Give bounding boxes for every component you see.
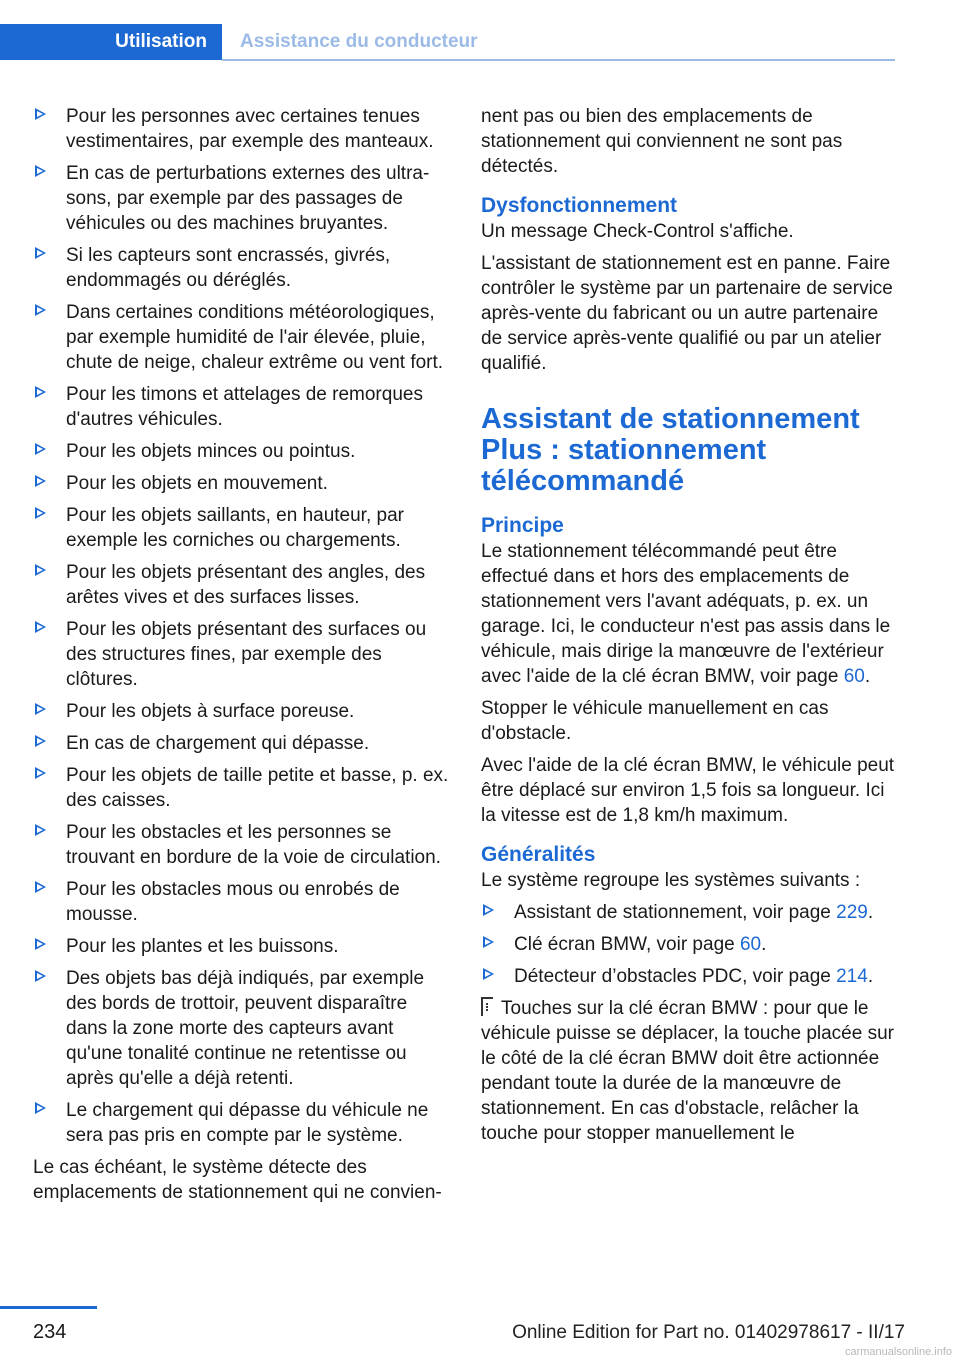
list-item bbox=[33, 503, 453, 553]
principle-heading: Principe bbox=[481, 514, 564, 537]
page-link[interactable]: 214 bbox=[836, 966, 868, 987]
right-column bbox=[481, 104, 895, 1153]
list-item-text: Si les capteurs sont encrassés, givrés, endommagés ou déréglés. bbox=[66, 245, 391, 291]
principle-paragraph-1: Le stationnement télécommandé peut être effectué dans et hors des emplacements de stationnement vers l'avant adéquats, p. ex. un garage. Ici, le conducteur n'est pas assis dans le véhicule, mais dirige la manœuvre de l'extérieur avec l'aide de la clé écran BMW, voir page 60. bbox=[481, 541, 891, 687]
edition-label: Online Edition for Part no. 01402978617 - II/17 bbox=[512, 1322, 905, 1343]
principle-paragraph-3: Avec l'aide de la clé écran BMW, le véhicule peut être déplacé sur environ 1,5 fois sa longueur. Ici la vitesse est de 1,8 km/h maximum. bbox=[481, 755, 895, 826]
bullet-triangle-icon bbox=[35, 735, 46, 747]
list-item bbox=[33, 699, 453, 724]
list-item: Détecteur d’obstacles PDC, voir page 214. bbox=[481, 964, 895, 989]
footer-rule bbox=[0, 1306, 97, 1309]
list-item-text: En cas de chargement qui dépasse. bbox=[66, 733, 370, 754]
bullet-triangle-icon bbox=[35, 165, 46, 177]
general-heading: Généralités bbox=[481, 843, 596, 866]
page-number: 234 bbox=[33, 1321, 67, 1343]
list-item bbox=[33, 243, 453, 293]
list-item bbox=[33, 731, 453, 756]
list-item bbox=[33, 934, 453, 959]
list-item-text: Le chargement qui dépasse du véhicule ne sera pas pris en compte par le système. bbox=[66, 1100, 429, 1146]
list-item-text: Pour les objets saillants, en hauteur, par exemple les corniches ou chargements. bbox=[66, 505, 404, 551]
list-item-text: Dans certaines conditions météorologiques, par exemple humidité de l'air élevée, pluie, chute de neige, chaleur extrême ou vent fort. bbox=[66, 302, 444, 373]
bullet-triangle-icon bbox=[35, 970, 46, 982]
list-item-text: Pour les plantes et les buissons. bbox=[66, 936, 339, 957]
bullet-triangle-icon bbox=[35, 247, 46, 259]
bullet-triangle-icon bbox=[483, 936, 494, 948]
bullet-triangle-icon bbox=[483, 968, 494, 980]
list-item-text: En cas de perturbations externes des ultra-sons, par exemple par des passages de véhicules ou des machines bruyantes. bbox=[66, 163, 430, 234]
page-header bbox=[0, 0, 895, 62]
list-item bbox=[33, 1098, 453, 1148]
bullet-triangle-icon bbox=[35, 564, 46, 576]
note-paragraph: Touches sur la clé écran BMW : pour que le véhicule puisse se déplacer, la touche placée sur le côté de la clé écran BMW doit être actionnée pendant toute la durée de la manœuvre de stationnement. En cas d'obstacle, relâcher la touche pour stopper manuellement le bbox=[481, 998, 894, 1144]
list-item-text: Pour les objets présentant des surfaces ou des structures fines, par exemple des clôtures. bbox=[66, 619, 427, 690]
list-item bbox=[33, 966, 453, 1091]
bullet-triangle-icon bbox=[35, 881, 46, 893]
list-item bbox=[33, 161, 453, 236]
bullet-triangle-icon bbox=[35, 443, 46, 455]
list-item-text: Clé écran BMW, voir page bbox=[514, 934, 735, 955]
list-item-text: Pour les objets minces ou pointus. bbox=[66, 441, 356, 462]
bullet-triangle-icon bbox=[35, 1102, 46, 1114]
list-item bbox=[33, 617, 453, 692]
list-item bbox=[33, 820, 453, 870]
list-item: Assistant de stationnement, voir page 229. bbox=[481, 900, 895, 925]
bullet-triangle-icon bbox=[35, 108, 46, 120]
bullet-triangle-icon bbox=[35, 767, 46, 779]
list-item-text: Assistant de stationnement, voir page bbox=[514, 902, 831, 923]
malfunction-heading: Dysfonctionnement bbox=[481, 194, 678, 217]
limitations-list bbox=[33, 104, 453, 1148]
malfunction-paragraph-1: Un message Check-Control s'affiche. bbox=[481, 221, 794, 242]
list-item-text: Pour les objets présentant des angles, des arêtes vives et des surfaces lisses. bbox=[66, 562, 426, 608]
chapter-label: Utilisation bbox=[115, 31, 207, 52]
bullet-triangle-icon bbox=[35, 507, 46, 519]
list-item-text: Des objets bas déjà indiqués, par exemple des bords de trottoir, peuvent disparaître dans la zone morte des capteurs avant qu'une tonalité continue ne retentisse ou après qu'elle a déjà retenti. bbox=[66, 968, 425, 1089]
systems-list bbox=[481, 900, 895, 989]
bullet-triangle-icon bbox=[35, 938, 46, 950]
list-item-text: Pour les personnes avec certaines tenues vestimentaires, par exemple des manteaux. bbox=[66, 106, 434, 152]
page-link[interactable]: 60 bbox=[739, 934, 762, 955]
continuation-paragraph: nent pas ou bien des emplacements de stationnement qui conviennent ne sont pas détectés. bbox=[481, 106, 843, 177]
bullet-triangle-icon bbox=[35, 621, 46, 633]
list-item bbox=[33, 104, 453, 154]
bullet-triangle-icon bbox=[35, 386, 46, 398]
section-label: Assistance du conducteur bbox=[240, 31, 478, 52]
list-item-text: Pour les obstacles mous ou enrobés de mousse. bbox=[66, 879, 400, 925]
list-item bbox=[33, 560, 453, 610]
list-item bbox=[33, 300, 453, 375]
list-item-text: Pour les obstacles et les personnes se trouvant en bordure de la voie de circulation. bbox=[66, 822, 441, 868]
malfunction-paragraph-2: L'assistant de stationnement est en panne. Faire contrôler le système par un partenaire de service après-vente du fabricant ou un autre partenaire de service après-vente qualifié ou par un atelier qualifié. bbox=[481, 253, 893, 374]
note-icon bbox=[481, 997, 493, 1016]
left-closing-paragraph: Le cas échéant, le système détecte des emplacements de stationnement qui ne convien- bbox=[33, 1157, 442, 1203]
section-title: Assistant de stationnement Plus : stationnement télécommandé bbox=[481, 403, 860, 497]
list-item bbox=[33, 439, 453, 464]
page-link[interactable]: 229 bbox=[836, 902, 868, 923]
principle-paragraph-2: Stopper le véhicule manuellement en cas d'obstacle. bbox=[481, 698, 829, 744]
list-item-text: Pour les objets de taille petite et basse, p. ex. des caisses. bbox=[66, 765, 449, 811]
bullet-triangle-icon bbox=[35, 824, 46, 836]
bullet-triangle-icon bbox=[35, 475, 46, 487]
bullet-triangle-icon bbox=[483, 904, 494, 916]
list-item bbox=[33, 382, 453, 432]
general-paragraph: Le système regroupe les systèmes suivants : bbox=[481, 870, 861, 891]
list-item-text: Pour les timons et attelages de remorques d'autres véhicules. bbox=[66, 384, 423, 430]
list-item-text: Pour les objets à surface poreuse. bbox=[66, 701, 355, 722]
chapter-tab bbox=[0, 24, 222, 60]
list-item-text: Détecteur d’obstacles PDC, voir page bbox=[514, 966, 831, 987]
list-item: Clé écran BMW, voir page 60. bbox=[481, 932, 895, 957]
page-link[interactable]: 60 bbox=[843, 666, 865, 687]
watermark: carmanualsonline.info bbox=[844, 1346, 952, 1358]
list-item bbox=[33, 763, 453, 813]
list-item-text: Pour les objets en mouvement. bbox=[66, 473, 328, 494]
bullet-triangle-icon bbox=[35, 304, 46, 316]
left-column bbox=[33, 104, 453, 1212]
bullet-triangle-icon bbox=[35, 703, 46, 715]
list-item bbox=[33, 471, 453, 496]
header-rule bbox=[222, 59, 895, 61]
list-item bbox=[33, 877, 453, 927]
